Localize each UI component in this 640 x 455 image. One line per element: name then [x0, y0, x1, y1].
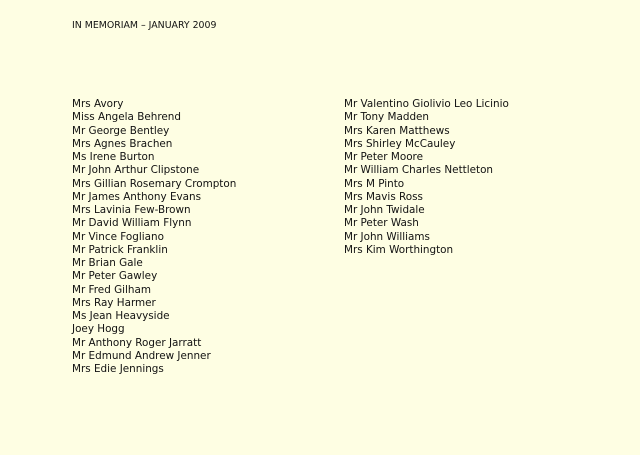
- memorial-name: Mr Valentino Giolivio Leo Licinio: [344, 98, 509, 110]
- memorial-name: Ms Jean Heavyside: [72, 310, 170, 322]
- memorial-name: Mr John Williams: [344, 230, 430, 243]
- memorial-name: Mr Vince Fogliano: [72, 230, 164, 243]
- memorial-name: Mr Peter Moore: [344, 151, 423, 163]
- memorial-name: Joey Hogg: [72, 323, 125, 336]
- memorial-name: Mr David William Flynn: [72, 217, 192, 230]
- memorial-name: Mrs Ray Harmer: [72, 296, 156, 309]
- names-list-left: [72, 98, 236, 376]
- memorial-name: Mr Fred Gilham: [72, 283, 151, 296]
- memorial-name: Mrs Mavis Ross: [344, 190, 423, 203]
- memorial-name: Mrs Kim Worthington: [344, 243, 454, 256]
- memorial-name: Mrs M Pinto: [344, 177, 405, 190]
- memorial-name: Mr Patrick Franklin: [72, 243, 168, 256]
- memorial-name: Mr William Charles Nettleton: [344, 164, 494, 177]
- memorial-name: Mr Peter Wash: [344, 217, 419, 230]
- memorial-name: Ms Irene Burton: [72, 151, 155, 163]
- memorial-name: Mrs Karen Matthews: [344, 124, 450, 137]
- names-list-right: [344, 98, 509, 257]
- memorial-name: Mr Brian Gale: [72, 257, 143, 269]
- memorial-name: Mr George Bentley: [72, 124, 170, 137]
- memorial-name: Mrs Agnes Brachen: [72, 137, 173, 150]
- memorial-name: Mr Tony Madden: [344, 111, 430, 124]
- memorial-name: Mrs Gillian Rosemary Crompton: [72, 177, 237, 190]
- memorial-name: Mr John Twidale: [344, 204, 425, 216]
- memorial-name: Miss Angela Behrend: [72, 111, 181, 124]
- memorial-name: Mrs Lavinia Few-Brown: [72, 204, 191, 216]
- memorial-name: Mr Anthony Roger Jarratt: [72, 336, 202, 349]
- memorial-name: Mrs Shirley McCauley: [344, 137, 456, 150]
- memorial-name: Mr Peter Gawley: [72, 270, 158, 283]
- memorial-name: Mr John Arthur Clipstone: [72, 164, 200, 177]
- memorial-name: Mr James Anthony Evans: [72, 190, 202, 203]
- page-title: IN MEMORIAM – JANUARY 2009: [72, 20, 217, 31]
- memorial-name: Mrs Edie Jennings: [72, 363, 164, 375]
- memorial-name: Mrs Avory: [72, 98, 124, 110]
- memorial-name: Mr Edmund Andrew Jenner: [72, 349, 211, 362]
